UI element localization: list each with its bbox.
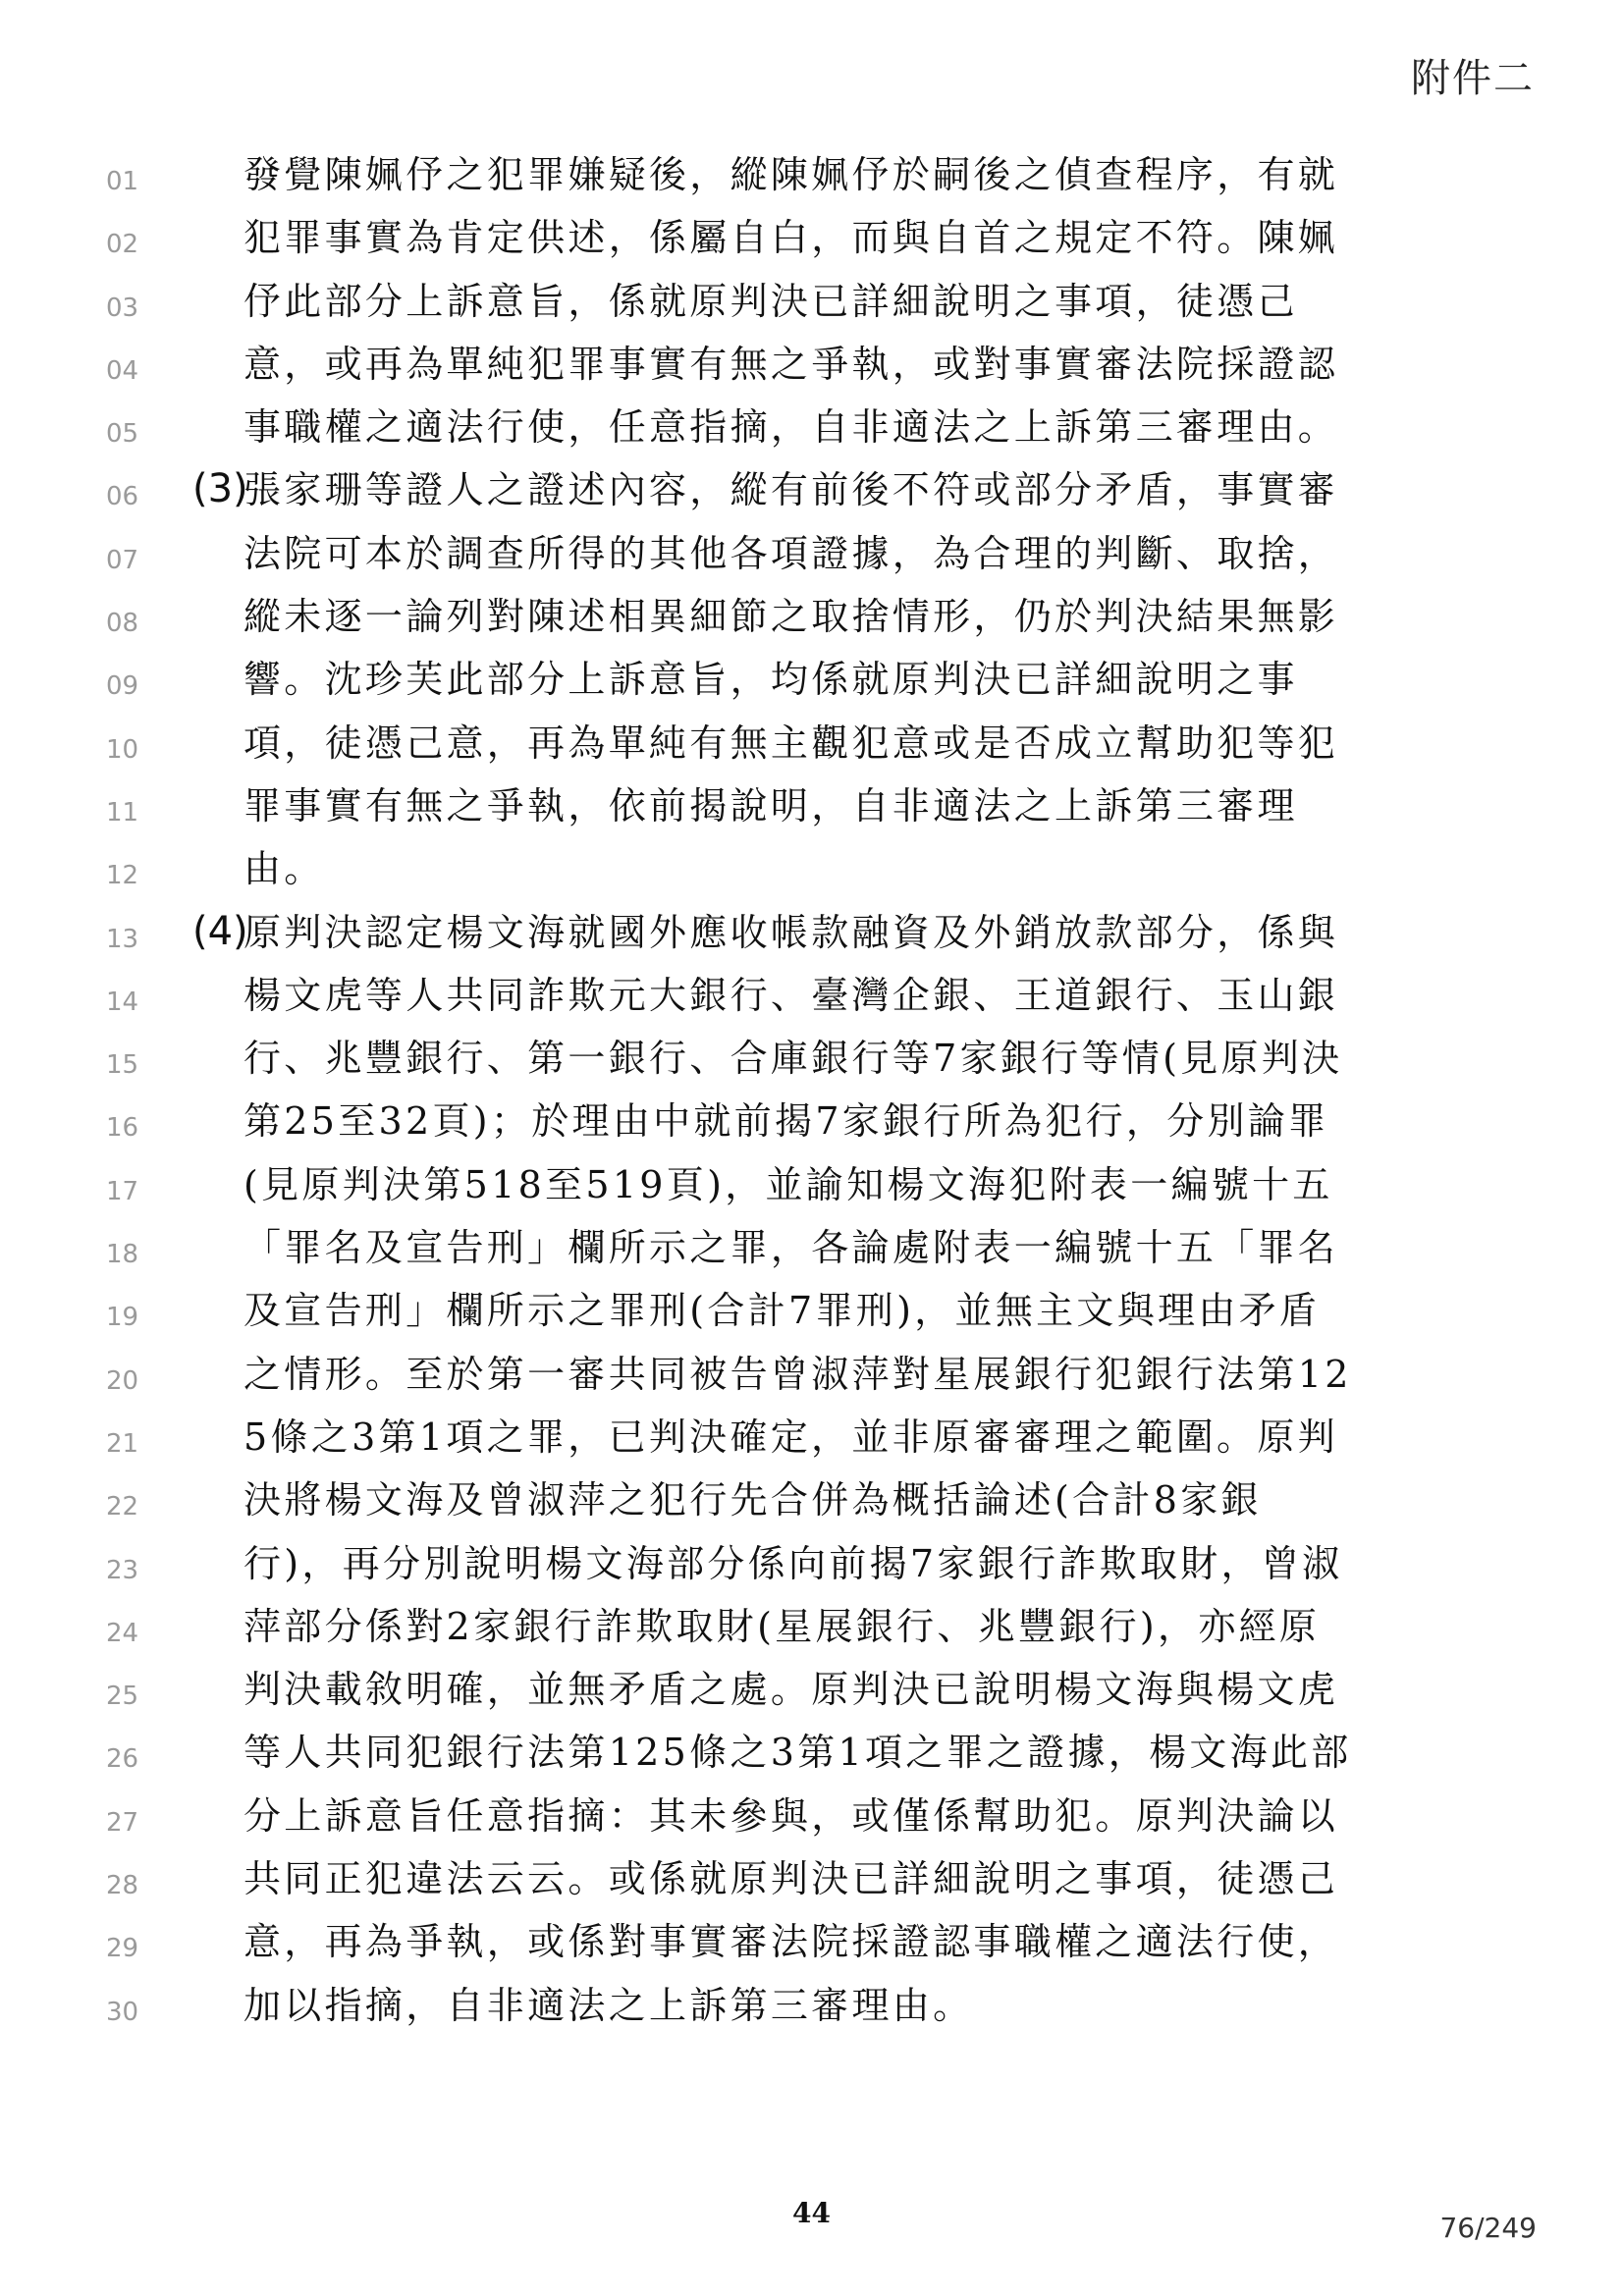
page-count: 76/249 xyxy=(1439,2212,1537,2244)
document-line xyxy=(0,1216,1623,1279)
document-line xyxy=(0,1027,1623,1090)
document-line xyxy=(0,648,1623,711)
line-text: 判決載敘明確，並無矛盾之處。原判決已說明楊文海與楊文虎 xyxy=(243,1668,1339,1712)
document-line xyxy=(0,712,1623,774)
line-number: 28 xyxy=(106,1871,139,1901)
line-text: 及宣告刑」欄所示之罪刑(合計7罪刑)，並無主文與理由矛盾 xyxy=(243,1289,1321,1333)
document-line xyxy=(0,396,1623,458)
line-text: 意，再為爭執，或係對事實審法院採證認事職權之適法行使， xyxy=(243,1920,1339,1964)
line-text: 等人共同犯銀行法第125條之3第1項之罪之證據，楊文海此部 xyxy=(243,1731,1352,1775)
line-number: 20 xyxy=(106,1365,139,1396)
document-line xyxy=(0,837,1623,900)
document-line xyxy=(0,1279,1623,1342)
document-line xyxy=(0,1847,1623,1910)
item-marker: (3) xyxy=(192,466,248,512)
line-number: 08 xyxy=(106,609,139,639)
line-text: 「罪名及宣告刑」欄所示之罪，各論處附表一編號十五「罪名 xyxy=(243,1226,1339,1270)
document-line xyxy=(0,1721,1623,1784)
line-text: 第25至32頁)；於理由中就前揭7家銀行所為犯行，分別論罪 xyxy=(243,1099,1329,1144)
line-number: 23 xyxy=(106,1555,139,1585)
attachment-label: 附件二 xyxy=(1411,56,1535,101)
document-line xyxy=(0,1974,1623,2037)
document-line xyxy=(0,585,1623,648)
document-line xyxy=(0,1910,1623,1973)
document-line xyxy=(0,1406,1623,1468)
line-text: 罪事實有無之爭執，依前揭說明，自非適法之上訴第三審理 xyxy=(243,783,1298,828)
line-number: 30 xyxy=(106,1997,139,2027)
line-text: 張家珊等證人之證述內容，縱有前後不符或部分矛盾，事實審 xyxy=(243,468,1339,512)
line-number: 16 xyxy=(106,1113,139,1144)
line-number: 22 xyxy=(106,1492,139,1522)
line-number: 26 xyxy=(106,1744,139,1775)
document-line xyxy=(0,1658,1623,1721)
line-text: 由。 xyxy=(243,847,325,891)
line-number: 13 xyxy=(106,924,139,954)
line-text: 5條之3第1項之罪，已判決確定，並非原審審理之範圍。原判 xyxy=(243,1415,1338,1459)
line-text: 行)，再分別說明楊文海部分係向前揭7家銀行詐欺取財，曾淑 xyxy=(243,1541,1343,1585)
document-line xyxy=(0,270,1623,333)
line-text: 縱未逐一論列對陳述相異細節之取捨情形，仍於判決結果無影 xyxy=(243,595,1339,639)
document-line xyxy=(0,1468,1623,1531)
line-number: 18 xyxy=(106,1240,139,1270)
item-marker: (4) xyxy=(192,908,248,954)
document-line xyxy=(0,1153,1623,1216)
line-number: 04 xyxy=(106,355,139,386)
line-number: 07 xyxy=(106,545,139,575)
line-number: 25 xyxy=(106,1682,139,1712)
line-text: 分上訴意旨任意指摘：其未參與，或僅係幫助犯。原判決論以 xyxy=(243,1793,1339,1838)
page-number: 44 xyxy=(792,2197,831,2229)
document-line xyxy=(0,522,1623,585)
document-line xyxy=(0,774,1623,837)
line-number: 12 xyxy=(106,861,139,891)
line-text: (見原判決第518至519頁)，並諭知楊文海犯附表一編號十五 xyxy=(243,1162,1333,1206)
document-line xyxy=(0,1532,1623,1595)
document-line xyxy=(0,964,1623,1027)
line-text: 共同正犯違法云云。或係就原判決已詳細說明之事項，徒憑己 xyxy=(243,1857,1339,1901)
line-text: 項，徒憑己意，再為單純有無主觀犯意或是否成立幫助犯等犯 xyxy=(243,721,1339,765)
line-text: 意，或再為單純犯罪事實有無之爭執，或對事實審法院採證認 xyxy=(243,342,1339,386)
line-text: 行、兆豐銀行、第一銀行、合庫銀行等7家銀行等情(見原判決 xyxy=(243,1037,1343,1081)
document-body xyxy=(0,143,1623,2037)
line-number: 17 xyxy=(106,1176,139,1206)
document-line xyxy=(0,458,1623,521)
line-text: 之情形。至於第一審共同被告曾淑萍對星展銀行犯銀行法第12 xyxy=(243,1352,1352,1396)
line-number: 15 xyxy=(106,1050,139,1081)
line-number: 27 xyxy=(106,1807,139,1838)
line-number: 14 xyxy=(106,987,139,1017)
line-text: 楊文虎等人共同詐欺元大銀行、臺灣企銀、王道銀行、玉山銀 xyxy=(243,973,1339,1017)
line-text: 原判決認定楊文海就國外應收帳款融資及外銷放款部分，係與 xyxy=(243,910,1339,954)
line-number: 06 xyxy=(106,482,139,512)
line-text: 事職權之適法行使，任意指摘，自非適法之上訴第三審理由。 xyxy=(243,405,1339,450)
line-number: 05 xyxy=(106,419,139,450)
document-line xyxy=(0,206,1623,269)
document-line xyxy=(0,1785,1623,1847)
line-number: 02 xyxy=(106,230,139,260)
document-line xyxy=(0,1343,1623,1406)
line-text: 犯罪事實為肯定供述，係屬自白，而與自首之規定不符。陳姵 xyxy=(243,216,1339,260)
line-number: 09 xyxy=(106,671,139,702)
line-text: 響。沈珍芙此部分上訴意旨，均係就原判決已詳細說明之事 xyxy=(243,658,1298,702)
line-number: 01 xyxy=(106,167,139,196)
document-line xyxy=(0,1595,1623,1658)
line-number: 03 xyxy=(106,293,139,323)
line-text: 決將楊文海及曾淑萍之犯行先合併為概括論述(合計8家銀 xyxy=(243,1478,1262,1522)
line-text: 法院可本於調查所得的其他各項證據，為合理的判斷、取捨， xyxy=(243,531,1339,575)
line-number: 19 xyxy=(106,1303,139,1333)
line-number: 10 xyxy=(106,734,139,765)
line-number: 24 xyxy=(106,1618,139,1648)
document-line xyxy=(0,1090,1623,1152)
line-number: 29 xyxy=(106,1934,139,1964)
line-text: 萍部分係對2家銀行詐欺取財(星展銀行、兆豐銀行)，亦經原 xyxy=(243,1604,1321,1648)
document-line xyxy=(0,143,1623,206)
line-number: 21 xyxy=(106,1428,139,1459)
line-text: 伃此部分上訴意旨，係就原判決已詳細說明之事項，徒憑己 xyxy=(243,279,1298,323)
document-line xyxy=(0,333,1623,396)
document-line xyxy=(0,901,1623,964)
line-text: 加以指摘，自非適法之上訴第三審理由。 xyxy=(243,1983,974,2027)
line-number: 11 xyxy=(106,797,139,828)
line-text: 發覺陳姵伃之犯罪嫌疑後，縱陳姵伃於嗣後之偵查程序，有就 xyxy=(243,153,1339,196)
